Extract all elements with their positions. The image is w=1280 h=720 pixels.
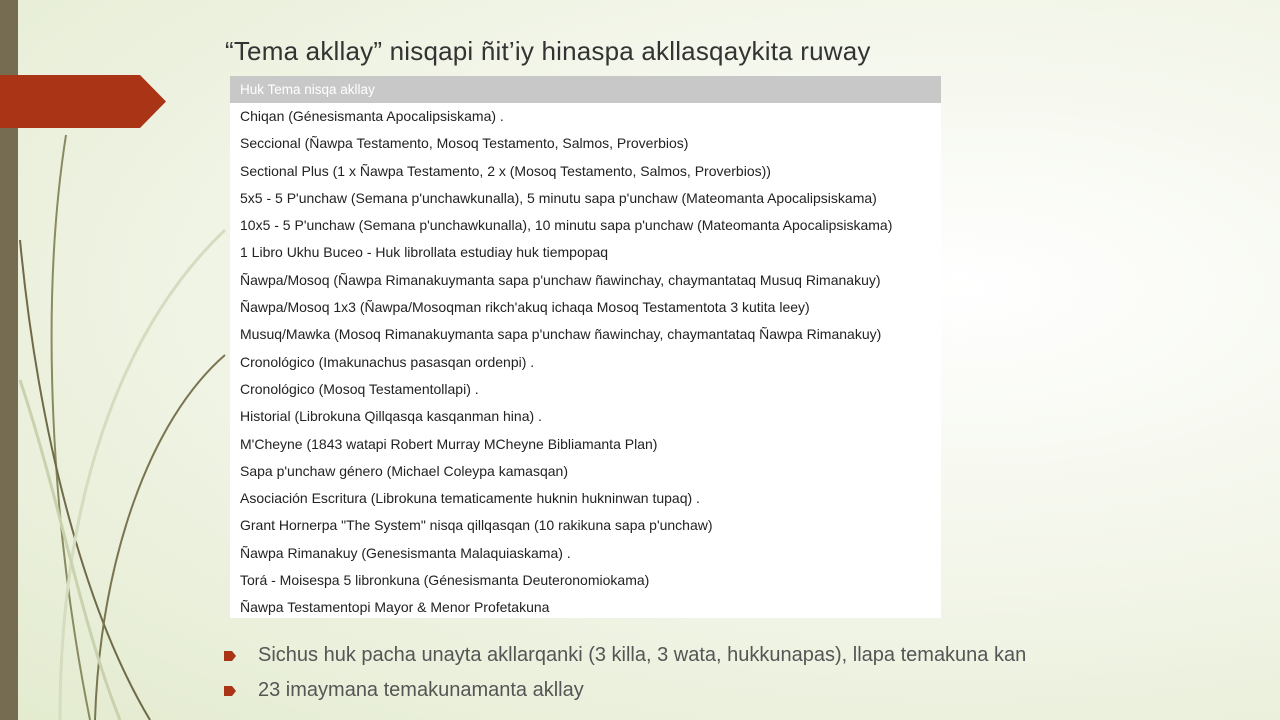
table-row[interactable]: Ñawpa/Mosoq (Ñawpa Rimanakuymanta sapa p'unchaw ñawinchay, chaymantataq Musuq Rimanakuy) <box>240 271 881 288</box>
table-header: Huk Tema nisqa akllay <box>230 76 941 103</box>
table-row[interactable]: Chiqan (Génesismanta Apocalipsiskama) . <box>240 108 504 124</box>
bullet-text: Sichus huk pacha unayta akllarqanki (3 killa, 3 wata, hukkunapas), llapa temakuna kan <box>258 644 1027 666</box>
table-row[interactable]: Ñawpa/Mosoq 1x3 (Ñawpa/Mosoqman rikch'akuq ichaqa Mosoq Testamentota 3 kutita leey) <box>240 299 810 316</box>
table-row[interactable]: Torá - Moisespa 5 libronkuna (Génesismanta Deuteronomiokama) <box>240 572 650 589</box>
bullet-item <box>224 638 1026 673</box>
table-row[interactable]: M'Cheyne (1843 watapi Robert Murray MCheyne Bibliamanta Plan) <box>240 435 658 452</box>
table-row[interactable]: Sapa p'unchaw género (Michael Coleypa kamasqan) <box>240 462 568 479</box>
bullet-text: 23 imaymana temakunamanta akllay <box>258 679 584 701</box>
table-row[interactable]: Seccional (Ñawpa Testamento, Mosoq Testamento, Salmos, Proverbios) <box>240 135 689 152</box>
table-row[interactable]: Ñawpa Rimanakuy (Genesismanta Malaquiaskama) . <box>240 544 571 561</box>
arrow-bullet-icon <box>224 651 236 661</box>
table-row[interactable]: Sectional Plus (1 x Ñawpa Testamento, 2 x (Mosoq Testamento, Salmos, Proverbios)) <box>240 162 771 179</box>
reading-plan-table <box>230 76 941 618</box>
table-row[interactable]: Musuq/Mawka (Mosoq Rimanakuymanta sapa p'unchaw ñawinchay, chaymantataq Ñawpa Rimanakuy) <box>240 326 882 343</box>
bullet-item <box>224 673 1026 708</box>
bullet-list <box>224 638 1026 708</box>
arrow-bullet-icon <box>224 686 236 696</box>
table-row[interactable]: 5x5 - 5 P'unchaw (Semana p'unchawkunalla), 5 minutu sapa p'unchaw (Mateomanta Apocalipsiskama) <box>240 189 877 206</box>
table-row[interactable]: Ñawpa Testamentopi Mayor & Menor Profetakuna <box>240 599 550 616</box>
table-row[interactable]: Asociación Escritura (Librokuna tematicamente huknin hukninwan tupaq) . <box>240 490 700 507</box>
table-row[interactable]: Cronológico (Imakunachus pasasqan ordenpi) . <box>240 353 535 370</box>
table-row[interactable]: Historial (Librokuna Qillqasqa kasqanman hina) . <box>240 408 542 425</box>
table-row[interactable]: 1 Libro Ukhu Buceo - Huk librollata estudiay huk tiempopaq <box>240 244 609 261</box>
table-row[interactable]: Cronológico (Mosoq Testamentollapi) . <box>240 380 479 397</box>
table-row[interactable]: 10x5 - 5 P'unchaw (Semana p'unchawkunalla), 10 minutu sapa p'unchaw (Mateomanta Apocalipsiskama) <box>240 217 893 234</box>
table-row[interactable]: Grant Hornerpa "The System" nisqa qillqasqan (10 rakikuna sapa p'unchaw) <box>240 517 713 534</box>
title-arrow-shape <box>0 75 166 128</box>
slide-title: “Tema akllay” nisqapi ñit’iy hinaspa akllasqaykita ruway <box>225 36 871 66</box>
